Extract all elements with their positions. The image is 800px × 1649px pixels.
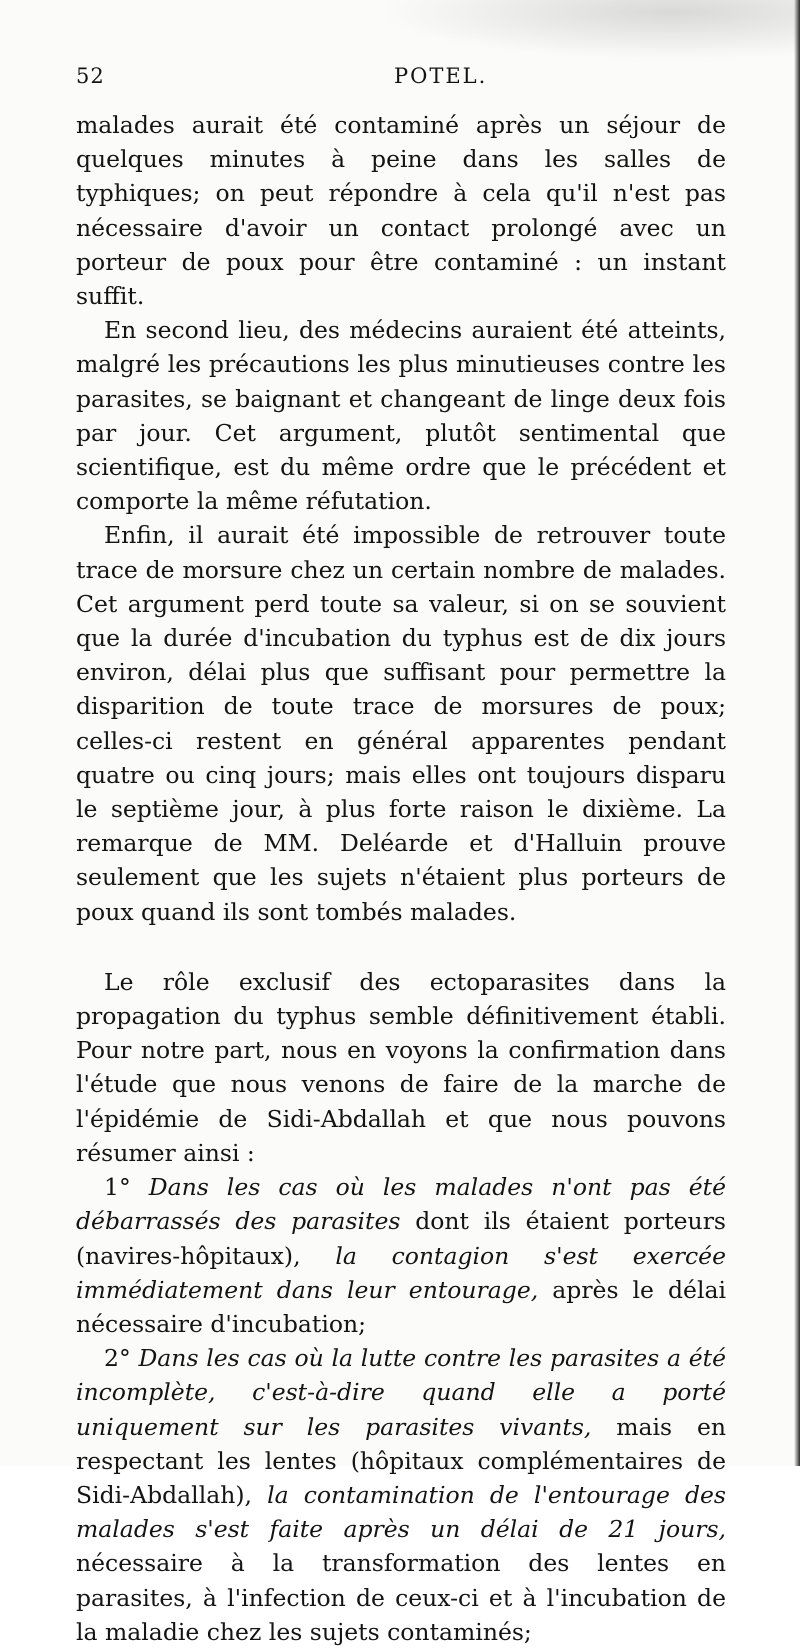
item-2-roman-b: nécessaire à la transformation des lentes en parasites, à l'infection de ceux-ci et à l'incubation de la maladie chez les sujets contaminés; bbox=[76, 1549, 726, 1646]
item-2-number: 2° bbox=[104, 1344, 131, 1373]
paragraph-3: Enfin, il aurait été impossible de retrouver toute trace de morsure chez un certain nombre de malades. Cet argument perd toute sa valeur, si on se souvient que la durée d'incubation du typhus est de dix jours environ, délai plus que suffisant pour permettre la disparition de toute trace de morsures de poux; celles-ci restent en général apparentes pendant quatre ou cinq jours; mais elles ont toujours disparu le septième jour, à plus forte raison le dixième. La remarque de MM. Deléarde et d'Halluin prouve seulement que les sujets n'étaient plus porteurs de poux quand ils sont tombés malades. bbox=[76, 521, 726, 926]
paragraph-1: malades aurait été contaminé après un séjour de quelques minutes à peine dans les salles de typhiques; on peut répondre à cela qu'il n'est pas nécessaire d'avoir un contact prolongé avec un porteur de poux pour être contaminé : un instant suffit. bbox=[76, 111, 726, 311]
item-2-italic-a: Dans les cas où la lutte contre les parasites a été incomplète, c'est-à-dire quand elle a porté uniquement sur les parasites vivants, bbox=[76, 1344, 726, 1441]
item-1-italic-a: Dans les cas où les malades n'ont pas été débarrassés des parasites bbox=[76, 1173, 726, 1236]
item-1-roman-b: après le délai nécessaire d'incubation; bbox=[76, 1275, 726, 1338]
list-item-1 bbox=[76, 1170, 726, 1341]
item-1-roman-a: dont ils étaient porteurs (navires-hôpitaux), bbox=[76, 1207, 726, 1270]
page-body bbox=[76, 108, 726, 1649]
page-edge-shadow bbox=[794, 0, 800, 1466]
scan-smudge bbox=[380, 0, 800, 60]
page-number: 52 bbox=[76, 64, 105, 88]
page-header bbox=[76, 64, 726, 94]
paragraph-2: En second lieu, des médecins auraient été atteints, malgré les précautions les plus minutieuses contre les parasites, se baignant et changeant de linge deux fois par jour. Cet argument, plutôt sentimental que scientifique, est du même ordre que le précédent et comporte la même réfutation. bbox=[76, 316, 726, 516]
item-1-italic-b: la contagion s'est exercée immédiatement dans leur entourage, bbox=[76, 1241, 726, 1304]
running-head: POTEL. bbox=[394, 64, 488, 88]
item-1-number: 1° bbox=[104, 1173, 131, 1202]
list-item-2 bbox=[76, 1341, 726, 1649]
item-2-italic-b: la contamination de l'entourage des malades s'est faite après un délai de 21 jours, bbox=[76, 1480, 726, 1544]
paragraph-4: Le rôle exclusif des ectoparasites dans la propagation du typhus semble définitivement établi. Pour notre part, nous en voyons la confirmation dans l'étude que nous venons de faire de la marche de l'épidémie de Sidi-Abdallah et que nous pouvons résumer ainsi : bbox=[76, 967, 726, 1167]
item-2-roman-a: mais en respectant les lentes (hôpitaux complémentaires de Sidi-Abdallah), bbox=[76, 1412, 726, 1509]
